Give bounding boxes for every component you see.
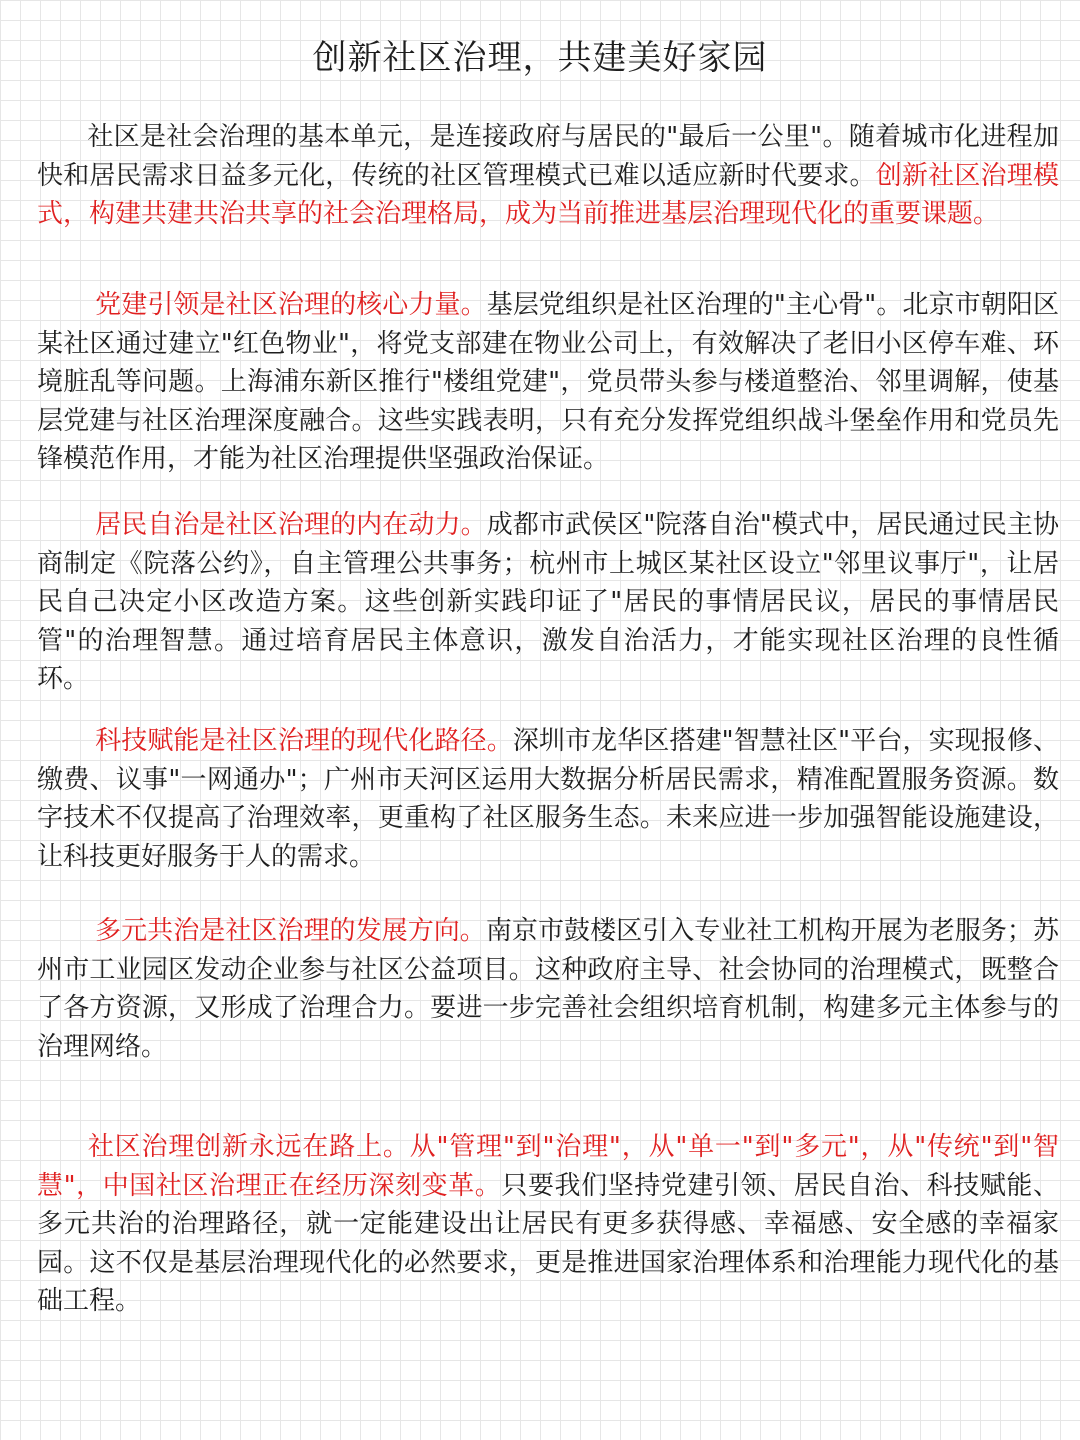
article-title: 创新社区治理，共建美好家园 bbox=[312, 38, 768, 78]
paragraph-highlight-text: 多元共治是社区治理的发展方向。 bbox=[95, 916, 486, 946]
paragraph-highlight-text: 党建引领是社区治理的核心力量。 bbox=[95, 290, 487, 320]
paragraph-highlight-text: 社区治理创新永远在路上。从"管理"到"治理"，从"单一"到"多元"，从"传统"到"智慧"，中国社区治理正在经历深刻变革。 bbox=[37, 1132, 1059, 1201]
paragraph-highlight-text: 科技赋能是社区治理的现代化路径。 bbox=[95, 726, 513, 756]
paragraph-tech-empowerment bbox=[37, 722, 1059, 876]
paragraph-intro bbox=[37, 118, 1059, 234]
paragraph-body-text: 成都市武侯区"院落自治"模式中，居民通过民主协商制定《院落公约》，自主管理公共事务；杭州市上城区某社区设立"邻里议事厅"，让居民自己决定小区改造方案。这些创新实践印证了"居民的事情居民议，居民的事情居民管"的治理智慧。通过培育居民主体意识，激发自治活力，才能实现社区治理的良性循环。 bbox=[37, 510, 1059, 695]
paragraph-lead-text: 社区是社会治理的基本单元，是连接政府与居民的"最后一公里"。随着城市化进程加快和居民需求日益多元化，传统的社区管理模式已难以适应新时代要求。 bbox=[37, 122, 1059, 191]
paragraph-resident-autonomy bbox=[37, 506, 1059, 699]
paragraph-conclusion bbox=[37, 1128, 1059, 1321]
paragraph-body-text: 深圳市龙华区搭建"智慧社区"平台，实现报修、缴费、议事"一网通办"；广州市天河区运用大数据分析居民需求，精准配置服务资源。数字技术不仅提高了治理效率，更重构了社区服务生态。未来应进一步加强智能设施建设，让科技更好服务于人的需求。 bbox=[37, 726, 1059, 872]
paragraph-body-text: 基层党组织是社区治理的"主心骨"。北京市朝阳区某社区通过建立"红色物业"，将党支部建在物业公司上，有效解决了老旧小区停车难、环境脏乱等问题。上海浦东新区推行"楼组党建"，党员带头参与楼道整治、邻里调解，使基层党建与社区治理深度融合。这些实践表明，只有充分发挥党组织战斗堡垒作用和党员先锋模范作用，才能为社区治理提供坚强政治保证。 bbox=[37, 290, 1059, 475]
paragraph-highlight-text: 居民自治是社区治理的内在动力。 bbox=[95, 510, 487, 540]
paragraph-body-text: 南京市鼓楼区引入专业社工机构开展为老服务；苏州市工业园区发动企业参与社区公益项目。这种政府主导、社会协同的治理模式，既整合了各方资源，又形成了治理合力。要进一步完善社会组织培育机制，构建多元主体参与的治理网络。 bbox=[37, 916, 1059, 1062]
paragraph-party-leadership bbox=[37, 286, 1059, 479]
paragraph-multi-governance bbox=[37, 912, 1059, 1066]
paragraph-body-text: 只要我们坚持党建引领、居民自治、科技赋能、多元共治的治理路径，就一定能建设出让居民有更多获得感、幸福感、安全感的幸福家园。这不仅是基层治理现代化的必然要求，更是推进国家治理体系和治理能力现代化的基础工程。 bbox=[37, 1170, 1059, 1317]
paragraph-highlight-text: 创新社区治理模式，构建共建共治共享的社会治理格局，成为当前推进基层治理现代化的重要课题。 bbox=[37, 160, 1059, 230]
